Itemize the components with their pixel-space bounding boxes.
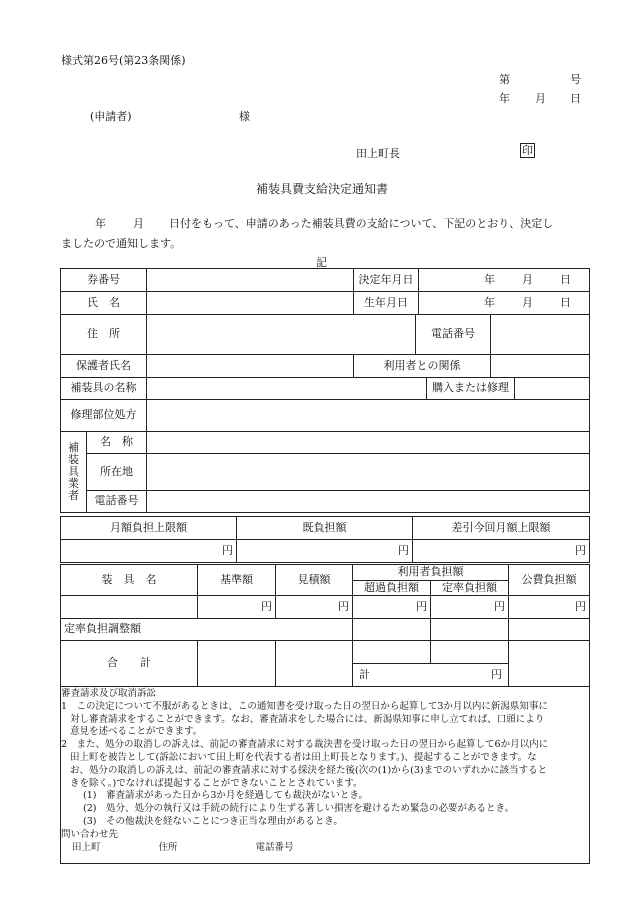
total-public[interactable] <box>509 641 590 687</box>
phone-value[interactable] <box>491 315 590 355</box>
date-year: 年 <box>499 92 510 105</box>
existing-burden-label: 既負担額 <box>237 517 413 540</box>
standard-amount-header: 基準額 <box>198 565 276 596</box>
note-sub-3: (3) その他裁決を経ないことにつき正当な理由があるとき。 <box>83 815 343 827</box>
vendor-phone-value[interactable] <box>147 491 590 513</box>
contact-label: 問い合わせ先 <box>61 828 119 840</box>
ticket-no-value[interactable] <box>147 269 354 292</box>
vendor-phone-label: 電話番号 <box>87 491 147 513</box>
device-info-table <box>60 377 590 513</box>
guardian-value[interactable] <box>147 355 354 378</box>
repair-site-label: 修理部位処方 <box>61 400 147 432</box>
user-burden-header: 利用者負担額 <box>353 565 509 581</box>
excess-burden-cell[interactable]: 円 <box>353 596 431 619</box>
fixed-adjust-excess[interactable] <box>353 619 431 641</box>
decision-date-value[interactable]: 年 月 日 <box>419 269 590 292</box>
fixed-burden-cell[interactable]: 円 <box>431 596 509 619</box>
note-2-line-1: 2 また、処分の取消しの訴えは、前記の審査請求に対する裁決書を受け取った日の翌日から起算して6か月以内に <box>61 739 549 751</box>
fixed-adjust-public[interactable] <box>509 619 590 641</box>
doc-no-suffix: 号 <box>570 73 581 86</box>
fixed-adjust-value[interactable] <box>431 619 509 641</box>
note-2-line-4: きを除く。)でなければ提起することができないこととされています。 <box>70 777 363 789</box>
note-2-line-2: 田上町を被告として(訴訟において田上町を代表する者は田上町長となります。)、提起することができます。な <box>70 751 537 763</box>
issuer: 田上町長 <box>356 147 400 160</box>
contact-phone: 電話番号 <box>255 841 294 853</box>
name-value[interactable] <box>147 292 354 315</box>
intro-line2: ましたので通知します。 <box>61 237 182 250</box>
note-2-line-3: お、処分の取消しの訴えは、前記の審査請求に対する採決を経た後(次の(1)から(3)までのいずれかに該当すると <box>70 764 548 776</box>
vendor-name-value[interactable] <box>147 432 590 454</box>
applicant-info-table <box>60 268 590 378</box>
birth-date-value[interactable]: 年 月 日 <box>419 292 590 315</box>
address-label: 住 所 <box>61 315 147 355</box>
excess-burden-header: 超過負担額 <box>353 581 431 596</box>
amount-table <box>60 564 590 687</box>
total-standard[interactable] <box>198 641 276 687</box>
vendor-location-value[interactable] <box>147 454 590 491</box>
vendor-location-label: 所在地 <box>87 454 147 491</box>
birth-date-label: 生年月日 <box>354 292 419 315</box>
guardian-label: 保護者氏名 <box>61 355 147 378</box>
contact-line <box>61 842 591 855</box>
total-estimate[interactable] <box>276 641 353 687</box>
seal-mark: 印 <box>522 144 533 157</box>
ki-mark: 記 <box>316 256 327 269</box>
monthly-limit-label: 月額負担上限額 <box>61 517 237 540</box>
public-burden-cell[interactable]: 円 <box>509 596 590 619</box>
phone-label: 電話番号 <box>416 315 491 355</box>
form-number: 様式第26号(第23条関係) <box>61 54 186 67</box>
net-limit-value[interactable]: 円 <box>413 540 590 563</box>
total-excess[interactable] <box>353 641 431 664</box>
date-month: 月 <box>535 92 546 105</box>
decision-date-label: 決定年月日 <box>354 269 419 292</box>
existing-burden-value[interactable]: 円 <box>237 540 413 563</box>
fixed-burden-header: 定率負担額 <box>431 581 509 596</box>
intro-month: 月 <box>133 217 144 230</box>
total-label: 合 計 <box>61 641 198 687</box>
ticket-no-label: 券番号 <box>61 269 147 292</box>
relation-label: 利用者との関係 <box>354 355 491 378</box>
note-1-line-1: 1 この決定について不服があるときは、この通知書を受け取った日の翌日から起算して3か月以内に新潟県知事に <box>61 700 548 712</box>
contact-address: 住所 <box>158 841 178 853</box>
monthly-limit-value[interactable]: 円 <box>61 540 237 563</box>
date-day: 日 <box>570 92 581 105</box>
intro-line1: 日付をもって、申請のあった補装具費の支給について、下記のとおり、決定し <box>169 217 554 230</box>
notes-heading: 審査請求及び取消訴訟 <box>61 688 157 699</box>
public-burden-header: 公費負担額 <box>509 565 590 596</box>
address-value[interactable] <box>147 315 416 355</box>
note-sub-1: (1) 審査請求があった日から3か月を経過しても裁決がないとき。 <box>83 790 369 802</box>
estimate-amount-header: 見積額 <box>276 565 353 596</box>
standard-amount-cell[interactable]: 円 <box>198 596 276 619</box>
applicant-label: (申請者) <box>90 110 132 123</box>
intro-year: 年 <box>95 217 106 230</box>
fixed-adjust-label: 定率負担調整額 <box>61 619 353 641</box>
repair-site-value[interactable] <box>147 400 590 432</box>
device-col-header: 装 具 名 <box>61 565 198 596</box>
burden-limit-table <box>60 516 590 563</box>
note-sub-2: (2) 処分、処分の執行又は手続の続行により生ずる著しい損害を避けるため緊急の必要があるとき。 <box>83 803 515 815</box>
net-limit-label: 差引今回月額上限額 <box>413 517 590 540</box>
page-title: 補装具費支給決定通知書 <box>256 182 389 196</box>
appeal-notes <box>61 688 591 854</box>
device-name-value[interactable] <box>147 378 427 400</box>
name-label: 氏 名 <box>61 292 147 315</box>
vendor-name-label: 名 称 <box>87 432 147 454</box>
estimate-amount-cell[interactable]: 円 <box>276 596 353 619</box>
device-name-label: 補装具の名称 <box>61 378 147 400</box>
note-1-line-2: 対し審査請求をすることができます。なお、審査請求をした場合には、新潟県知事に申し立てれば、口頭により <box>70 713 545 725</box>
purchase-repair-value[interactable] <box>515 378 590 400</box>
purchase-repair-label: 購入または修理 <box>427 378 515 400</box>
contact-town: 田上町 <box>72 841 101 853</box>
doc-no-prefix: 第 <box>499 73 510 86</box>
device-cell[interactable] <box>61 596 198 619</box>
total-fixed[interactable] <box>431 641 509 664</box>
applicant-honorific: 様 <box>239 110 250 123</box>
relation-value[interactable] <box>491 355 590 378</box>
note-1-line-3: 意見を述べることができます。 <box>70 726 203 738</box>
vendor-label: 補 装 具 業 者 <box>61 432 87 513</box>
subtotal-cell[interactable]: 計 円 <box>353 664 509 687</box>
